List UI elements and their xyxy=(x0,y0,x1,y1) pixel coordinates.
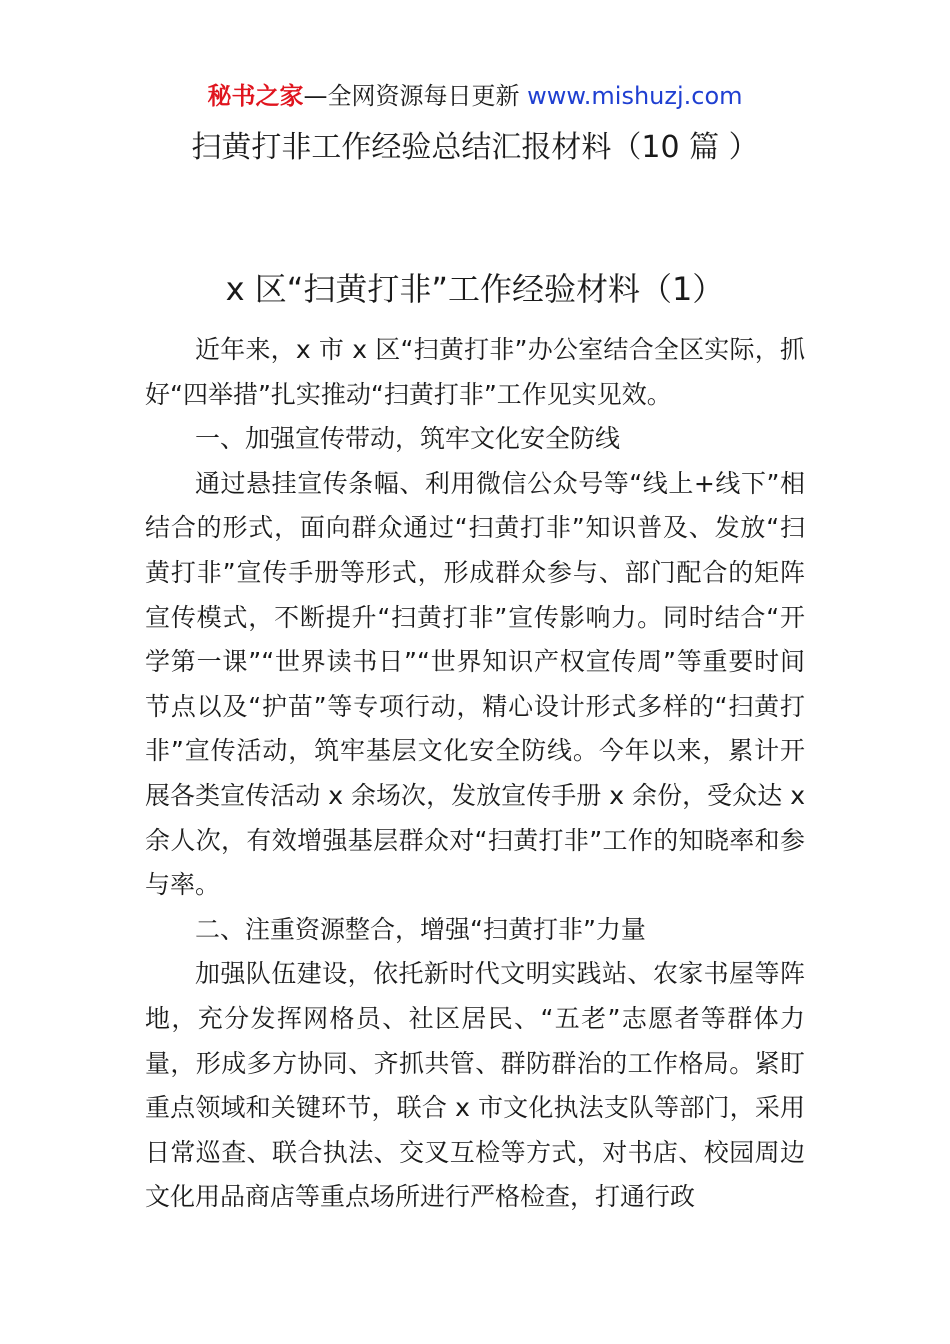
section-title: x 区“扫黄打非”工作经验材料（1） xyxy=(225,270,725,308)
site-brand: 秘书之家 xyxy=(207,82,304,110)
document-body xyxy=(145,328,805,1220)
site-tagline: —全网资源每日更新 xyxy=(303,82,520,110)
body-paragraph: 加强队伍建设，依托新时代文明实践站、农家书屋等阵地，充分发挥网格员、社区居民、“五老”志愿者等群体力量，形成多方协同、齐抓共管、群防群治的工作格局。紧盯重点领域和关键环节，联合 x 市文化执法支队等部门，采用日常巡查、联合执法、交叉互检等方式，对书店、校园周边文化用品商店等重点场所进行严格检查，打通行政 xyxy=(145,959,805,1212)
site-url-link[interactable]: www.mishuzj.com xyxy=(527,82,743,110)
body-paragraph: 通过悬挂宣传条幅、利用微信公众号等“线上+线下”相结合的形式，面向群众通过“扫黄打非”知识普及、发放“扫黄打非”宣传手册等形式，形成群众参与、部门配合的矩阵宣传模式，不断提升“扫黄打非”宣传影响力。同时结合“开学第一课”“世界读书日”“世界知识产权宣传周”等重要时间节点以及“护苗”等专项行动，精心设计形式多样的“扫黄打非”宣传活动，筑牢基层文化安全防线。今年以来，累计开展各类宣传活动 x 余场次，发放宣传手册 x 余份，受众达 x 余人次，有效增强基层群众对“扫黄打非”工作的知晓率和参与率。 xyxy=(145,468,805,900)
site-header xyxy=(0,78,950,114)
intro-paragraph: 近年来，x 市 x 区“扫黄打非”办公室结合全区实际，抓好“四举措”扎实推动“扫黄打非”工作见实见效。 xyxy=(145,335,805,409)
document-title: 扫黄打非工作经验总结汇报材料（10 篇 ） xyxy=(191,130,759,165)
heading-two: 二、注重资源整合，增强“扫黄打非”力量 xyxy=(195,914,646,944)
heading-one: 一、加强宣传带动，筑牢文化安全防线 xyxy=(195,424,621,454)
